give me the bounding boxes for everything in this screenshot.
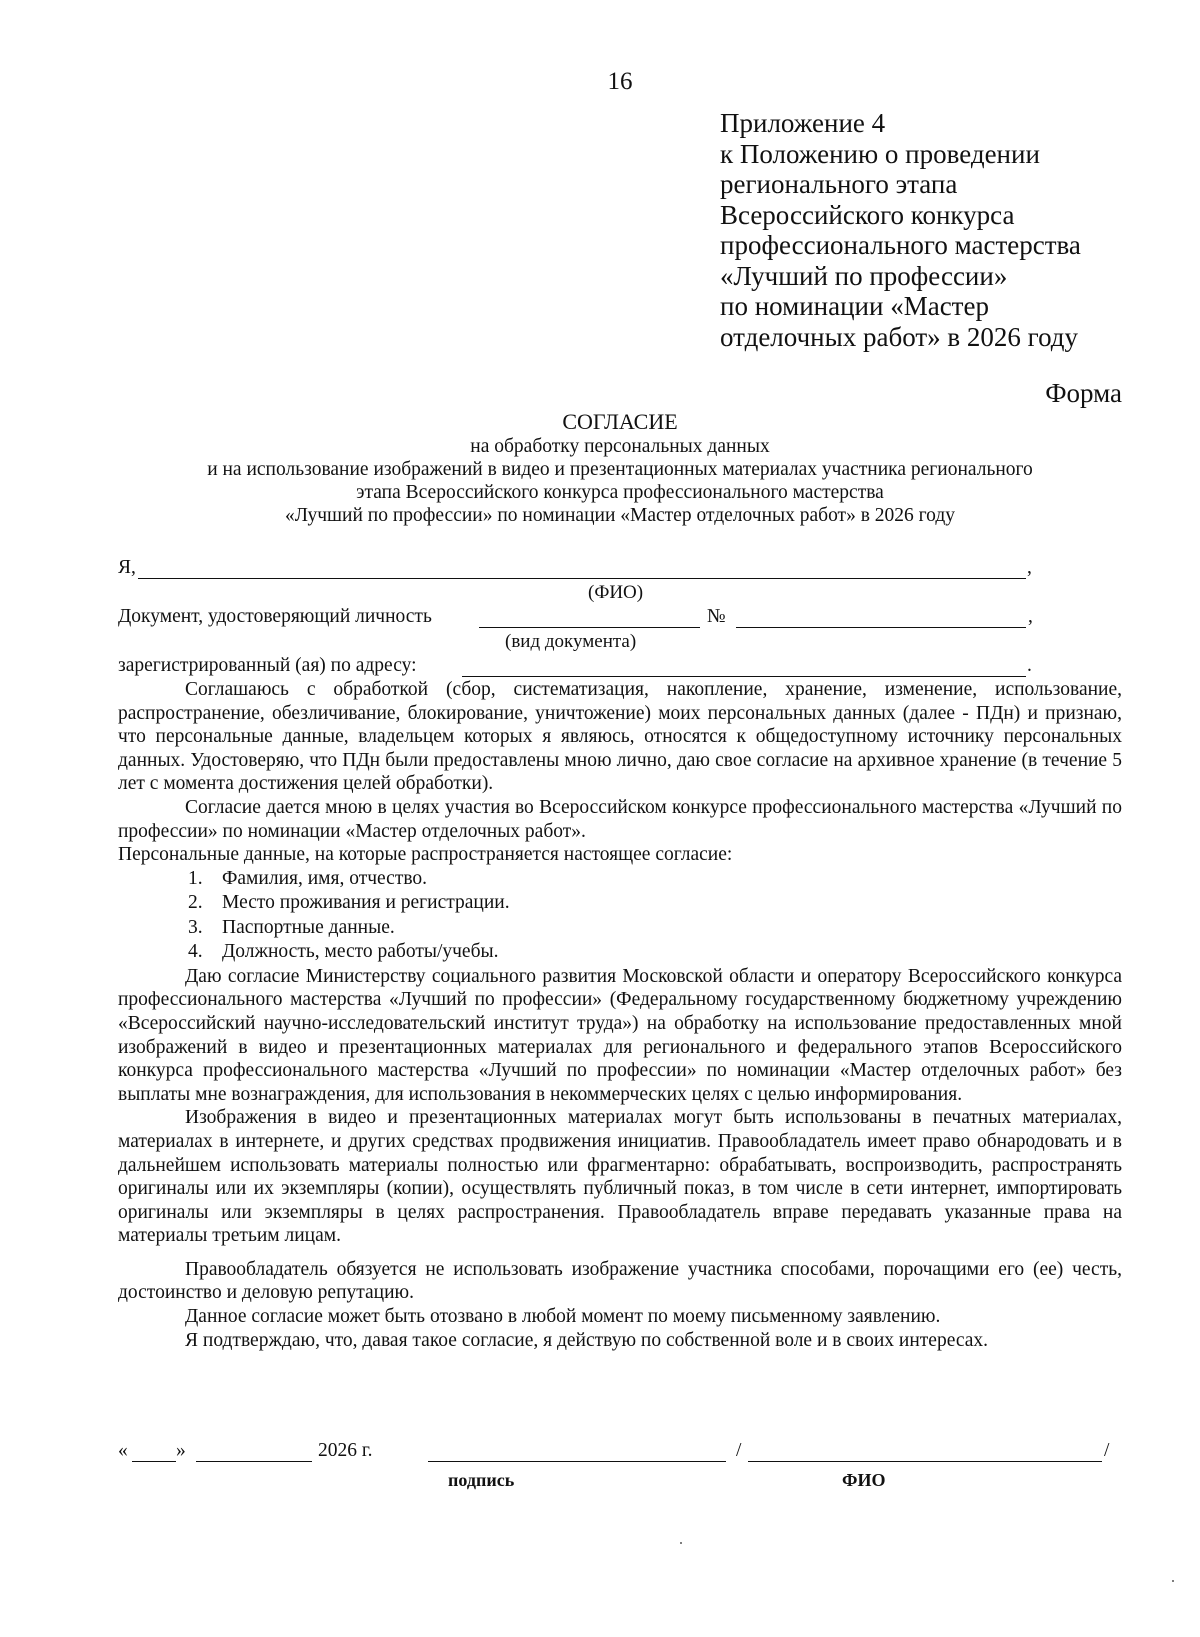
- page-number: 16: [607, 68, 633, 95]
- date-quote-open: «: [118, 1440, 128, 1461]
- paragraph: Правообладатель обязуется не использовать изображение участника способами, порочащими его (ее) честь, достоинство и деловую репутацию.: [118, 1258, 1122, 1304]
- fio-signature-input-line[interactable]: [748, 1461, 1102, 1462]
- signature-caption: подпись: [448, 1470, 515, 1490]
- document-number-label: №: [707, 606, 726, 627]
- appendix-line: к Положению о проведении: [720, 138, 1040, 169]
- fio-input-line[interactable]: [138, 578, 1026, 579]
- paragraph: Персональные данные, на которые распространяется настоящее согласие:: [118, 844, 733, 866]
- fio-line-end: ,: [1027, 557, 1032, 578]
- date-year: 2026 г.: [318, 1440, 373, 1461]
- paragraph: Соглашаюсь с обработкой (сбор, систематизация, накопление, хранение, изменение, использование, распространение, обезличивание, блокирование, уничтожение) моих персональных данных (далее - ПДн) и признаю, что персональные данные, владельцем которых я являюсь, относятся к общедоступному источнику персональных данных. Удостоверяю, что ПДн были предоставлены мною лично, даю свое согласие на архивное хранение (в течение 5 лет с момента достижения целей обработки).: [118, 679, 1122, 795]
- paragraph: Согласие дается мною в целях участия во Всероссийском конкурсе профессионального мастерства «Лучший по профессии» по номинации «Мастер отделочных работ».: [118, 796, 1122, 842]
- consent-body: [118, 678, 1122, 1352]
- list-item: 4. Должность, место работы/учебы.: [188, 941, 499, 963]
- appendix-line: профессионального мастерства: [720, 230, 1081, 260]
- appendix-line: регионального этапа: [720, 169, 958, 199]
- appendix-line: по номинации «Мастер: [720, 291, 989, 321]
- title-line: и на использование изображений в видео и презентационных материалах участника регионального: [207, 459, 1033, 480]
- scan-speck: [680, 1542, 682, 1544]
- address-label: зарегистрированный (ая) по адресу:: [118, 655, 417, 676]
- list-item: 2. Место проживания и регистрации.: [188, 892, 510, 914]
- ya-label: Я,: [118, 557, 136, 578]
- personal-data-list: [118, 867, 1122, 965]
- document-caption: (вид документа): [505, 631, 637, 652]
- title-line: этапа Всероссийского конкурса профессионального мастерства: [356, 482, 884, 503]
- title-line: на обработку персональных данных: [470, 436, 770, 457]
- appendix-line: Приложение 4: [720, 108, 886, 138]
- title-main: СОГЛАСИЕ: [562, 409, 678, 434]
- form-label: Форма: [1045, 378, 1122, 408]
- signature-input-line[interactable]: [428, 1461, 726, 1462]
- date-month-input-line[interactable]: [196, 1461, 312, 1462]
- paragraph: Даю согласие Министерству социального развития Московской области и оператору Всероссийского конкурса профессионального мастерства «Лучший по профессии» (Федеральному государственному бюджетному учреждению «Всероссийский научно-исследовательский институт труда») на обработку на использование предоставленных мной изображений в видео и презентационных материалах для регионального и федерального этапов Всероссийского конкурса профессионального мастерства «Лучший по профессии» по номинации «Мастер отделочных работ» без выплаты мне вознаграждения, для использования в некоммерческих целях с целью информирования.: [118, 965, 1122, 1105]
- paragraph: Данное согласие может быть отозвано в любой момент по моему письменному заявлению.: [185, 1306, 941, 1328]
- signature-slash: /: [736, 1440, 742, 1461]
- document-title: [120, 409, 1120, 527]
- appendix-line: Всероссийского конкурса: [720, 199, 1015, 230]
- address-input-line[interactable]: [462, 676, 1026, 677]
- document-line-end: ,: [1028, 606, 1033, 627]
- fio-signature-caption: ФИО: [842, 1470, 886, 1490]
- fio-slash: /: [1104, 1440, 1110, 1461]
- address-line-end: .: [1027, 655, 1032, 676]
- appendix-line: «Лучший по профессии»: [720, 260, 1008, 291]
- appendix-header: [720, 108, 1081, 352]
- list-item: 1. Фамилия, имя, отчество.: [188, 867, 428, 889]
- document-number-input-line[interactable]: [736, 627, 1026, 628]
- fio-caption: (ФИО): [588, 582, 644, 603]
- document-label: Документ, удостоверяющий личность: [118, 606, 432, 627]
- paragraph: Я подтверждаю, что, давая такое согласие, я действую по собственной воле и в своих интересах.: [185, 1329, 989, 1351]
- appendix-line: отделочных работ» в 2026 году: [720, 321, 1079, 352]
- paragraph: Изображения в видео и презентационных материалах могут быть использованы в печатных материалах, материалах в интернете, и других средствах продвижения инициатив. Правообладатель имеет право обнародовать и в дальнейшем использовать материалы полностью или фрагментарно: обрабатывать, воспроизводить, распространять оригиналы или их экземпляры (копии), осуществлять публичный показ, в том числе в сети интернет, импортировать оригиналы или экземпляры в целях распространения. Правообладатель вправе передавать указанные права на материалы третьим лицам.: [118, 1107, 1122, 1247]
- list-item: 3. Паспортные данные.: [188, 916, 395, 938]
- title-line: «Лучший по профессии» по номинации «Мастер отделочных работ» в 2026 году: [284, 505, 956, 526]
- date-day-input-line[interactable]: [132, 1461, 176, 1462]
- date-quote-close: »: [176, 1440, 186, 1461]
- document-type-input-line[interactable]: [479, 627, 700, 628]
- scan-speck: [1172, 1580, 1174, 1582]
